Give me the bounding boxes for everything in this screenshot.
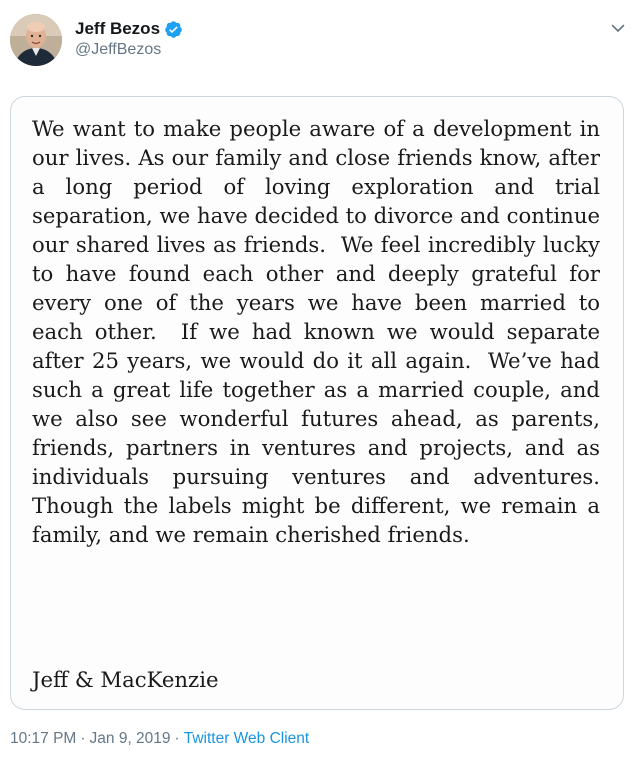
- tweet-header: [0, 0, 640, 80]
- avatar-photo-icon: [10, 14, 62, 66]
- tweet-time[interactable]: 10:17 PM: [10, 730, 77, 747]
- avatar[interactable]: [10, 14, 62, 66]
- chevron-down-icon[interactable]: [610, 20, 626, 36]
- handle[interactable]: @JeffBezos: [75, 41, 162, 58]
- tweet-date[interactable]: Jan 9, 2019: [89, 730, 171, 747]
- statement-text: We want to make people aware of a development in our lives. As our family and close friends know, after a long period of loving exploration and trial separation, we have decided to divorce and continue our shared lives as friends. We feel incredibly lucky to have found each other and deeply grateful for every one of the years we have been married to each other. If we had known we would separate after 25 years, we would do it all again. We’ve had such a great life together as a married couple, and we also see wonderful futures ahead, as parents, friends, partners in ventures and projects, and as individuals pursuing ventures and adventures. Though the labels might be different, we remain a family, and we remain cherished friends.: [32, 116, 614, 547]
- meta-separator: ·: [174, 730, 180, 747]
- statement-image-card[interactable]: [10, 96, 624, 710]
- display-name[interactable]: Jeff Bezos: [75, 19, 161, 38]
- tweet-source-link[interactable]: Twitter Web Client: [183, 730, 310, 747]
- statement-signature: Jeff & MacKenzie: [32, 667, 219, 692]
- name-row: [75, 17, 183, 41]
- meta-separator: ·: [80, 730, 86, 747]
- verified-badge-icon: [164, 20, 183, 39]
- tweet-metadata: [10, 730, 309, 748]
